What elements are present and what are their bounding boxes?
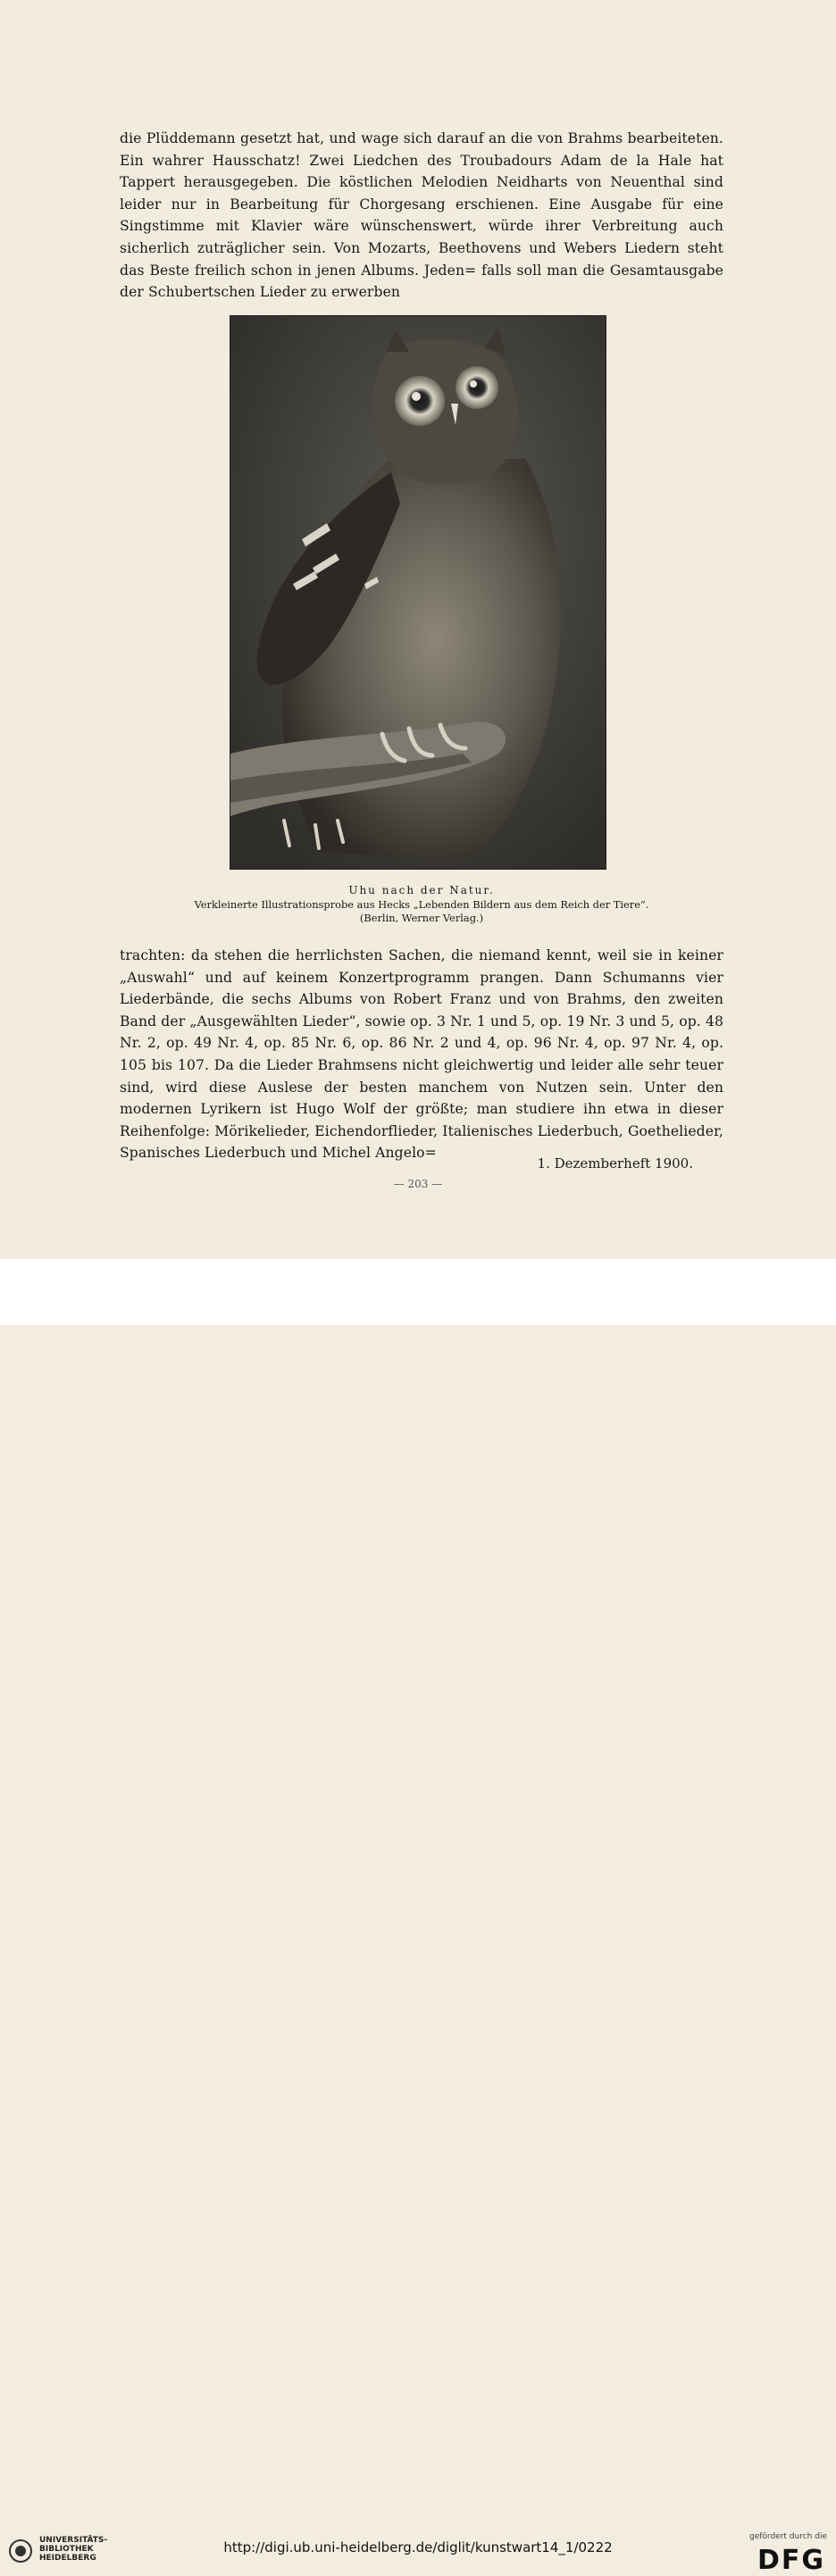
owl-illustration	[230, 315, 606, 870]
text-paragraph-top: die Plüddemann gesetzt hat, und wage sich darauf an die von Brahms bearbeiteten. Ein wahrer Hausschatz! Zwei Liedchen des Troubadours Adam de la Hale hat Tappert herausgegeben. Die köstlichen Melodien Neidharts von Neuenthal sind leider nur in Bearbeitung für Chorgesang erschienen. Eine Ausgabe für eine Singstimme mit Klavier wäre wünschenswert, würde ihrer Verbreitung auch sicherlich zuträglicher sein. Von Mozarts, Beethovens und Webers Liedern steht das Beste freilich schon in jenen Albums. Jeden= falls soll man die Gesamtausgabe der Schubertschen Lieder zu erwerben	[120, 130, 723, 301]
library-name-line-1: UNIVERSITÄTS-	[39, 2536, 108, 2545]
owl-drawing	[230, 316, 606, 869]
dfg-logo: DFG	[757, 2545, 825, 2576]
page-number: — 203 —	[393, 1178, 443, 1190]
text-paragraph-bottom: trachten: da stehen die herrlichsten Sachen, die niemand kennt, weil sie in keiner „Auswahl“ und auf keinem Konzertprogramm prangen. Dann Schumanns vier Liederbände, die sechs Albums von Robert Franz und von Brahms, den zweiten Band der „Ausgewählten Lieder“, sowie op. 3 Nr. 1 und 5, op. 19 Nr. 3 und 5, op. 48 Nr. 2, op. 49 Nr. 4, op. 85 Nr. 6, op. 86 Nr. 2 und 4, op. 96 Nr. 4, op. 97 Nr. 4, op. 105 bis 107. Da die Lieder Brahmsens nicht gleichwertig und leider alle sehr teuer sind, wird diese Auslese der besten manchem von Nutzen sein. Unter den modernen Lyrikern ist Hugo Wolf der größte; man studiere ihn etwa in dieser Reihenfolge: Mörikelieder, Eichendorflieder, Italienisches Liederbuch, Goethelieder, Spanisches Liederbuch und Michel Angelo=	[120, 947, 723, 1162]
issue-signature: 1. Dezemberheft 1900.	[537, 1155, 693, 1171]
library-name-line-3: HEIDELBERG	[39, 2554, 96, 2563]
permalink-url[interactable]: http://digi.ub.uni-heidelberg.de/diglit/kunstwart14_1/0222	[223, 2539, 613, 2555]
figure-caption-publisher: (Berlin, Werner Verlag.)	[359, 912, 484, 924]
figure-caption-source: Verkleinerte Illustrationsprobe aus Hecks „Lebenden Bildern aus dem Reich der Tiere“.	[194, 898, 649, 911]
digitization-footer	[0, 1259, 836, 2576]
scanned-page	[0, 0, 836, 1259]
figure-caption-title: Uhu nach der Natur.	[348, 884, 495, 896]
library-name-line-2: BIBLIOTHEK	[39, 2545, 94, 2554]
funding-note: gefördert durch die	[749, 2532, 827, 2541]
